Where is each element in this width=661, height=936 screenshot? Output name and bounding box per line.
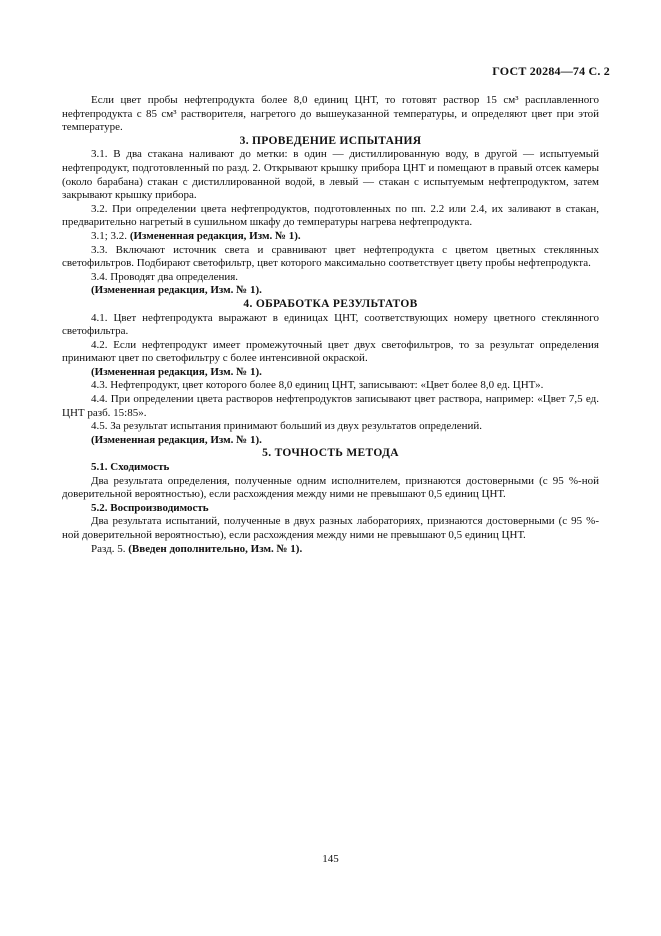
clause-3-4: 3.4. Проводят два определения.	[91, 270, 239, 283]
clause-4-1: 4.1. Цвет нефтепродукта выражают в единицах ЦНТ, соответствующих номеру цветного стеклянного светофильтра.	[62, 311, 599, 338]
amendment-note-4-2	[62, 366, 599, 380]
amendment-note-3-1-3-2	[62, 230, 599, 244]
clause-4-4: 4.4. При определении цвета растворов нефтепродуктов записывают цвет раствора, например: «Цвет 7,5 ед. ЦНТ разб. 15:85».	[62, 393, 599, 419]
amendment-text: (Измененная редакция, Изм. № 1).	[129, 229, 301, 242]
amendment-note-3-4	[62, 284, 599, 298]
clause-5-2: Два результата испытаний, полученные в двух разных лабораториях, признаются достоверными (с 95 %-ной доверительной вероятностью), если расхождения между ними не превышают 0,5 единиц ЦНТ.	[62, 515, 599, 541]
section-5-heading: 5. ТОЧНОСТЬ МЕТОДА	[262, 447, 399, 460]
document-reference-header: ГОСТ 20284—74 С. 2	[492, 64, 610, 78]
clause-4-5: 4.5. За результат испытания принимают больший из двух результатов определений.	[91, 420, 482, 433]
amendment-prefix: 3.1; 3.2.	[91, 229, 130, 242]
section-5-note	[62, 543, 599, 557]
section-3-heading: 3. ПРОВЕДЕНИЕ ИСПЫТАНИЯ	[239, 134, 422, 147]
page-number: 145	[322, 853, 339, 865]
amendment-note-4-5	[62, 434, 599, 448]
note-text: (Введен дополнительно, Изм. № 1).	[128, 542, 303, 555]
section-4-heading: 4. ОБРАБОТКА РЕЗУЛЬТАТОВ	[243, 297, 418, 310]
amendment-text: (Измененная редакция, Изм. № 1).	[91, 433, 262, 446]
document-body	[62, 94, 599, 556]
subheading-5-2: 5.2. Воспроизводимость	[91, 501, 209, 514]
amendment-text: (Измененная редакция, Изм. № 1).	[91, 365, 262, 378]
clause-5-1: Два результата определения, полученные одним исполнителем, признаются достоверными (с 95 %-ной доверительной вероятностью), если расхождения между ними не превышают 0,5 единиц ЦНТ.	[62, 474, 599, 501]
clause-3-1: 3.1. В два стакана наливают до метки: в один — дистиллированную воду, в другой — испытуемый нефтепродукт, подготовленный по разд. 2. Открывают крышку прибора ЦНТ и помещают в правый отсек камеры (около барабана) стакан с дистиллированной водой, в левый — стакан с испытуемым нефтепродуктом, затем закрывают крышку прибора.	[62, 148, 599, 202]
amendment-text: (Измененная редакция, Изм. № 1).	[91, 284, 262, 297]
clause-3-3: 3.3. Включают источник света и сравнивают цвет нефтепродукта с цветом цветных стеклянных светофильтров. Подбирают светофильтр, цвет которого максимально соответствует цвету пробы нефтепродукта.	[62, 243, 599, 270]
subheading-5-1: 5.1. Сходимость	[91, 461, 170, 474]
clause-4-2: 4.2. Если нефтепродукт имеет промежуточный цвет двух светофильтров, то за результат определения принимают цвет по светофильтру с более интенсивной окраской.	[62, 338, 599, 365]
note-prefix: Разд. 5.	[91, 542, 129, 555]
intro-paragraph: Если цвет пробы нефтепродукта более 8,0 единиц ЦНТ, то готовят раствор 15 см³ расплавленного нефтепродукта с 85 см³ растворителя, нагретого до вышеуказанной температуры, и определяют цвет при этой температуре.	[62, 94, 599, 134]
clause-3-2: 3.2. При определении цвета нефтепродуктов, подготовленных по пп. 2.2 или 2.4, их заливают в стакан, предварительно нагретый в сушильном шкафу до температуры нагрева нефтепродукта.	[62, 202, 599, 229]
clause-4-3: 4.3. Нефтепродукт, цвет которого более 8,0 единиц ЦНТ, записывают: «Цвет более 8,0 ед. ЦНТ».	[91, 379, 544, 392]
